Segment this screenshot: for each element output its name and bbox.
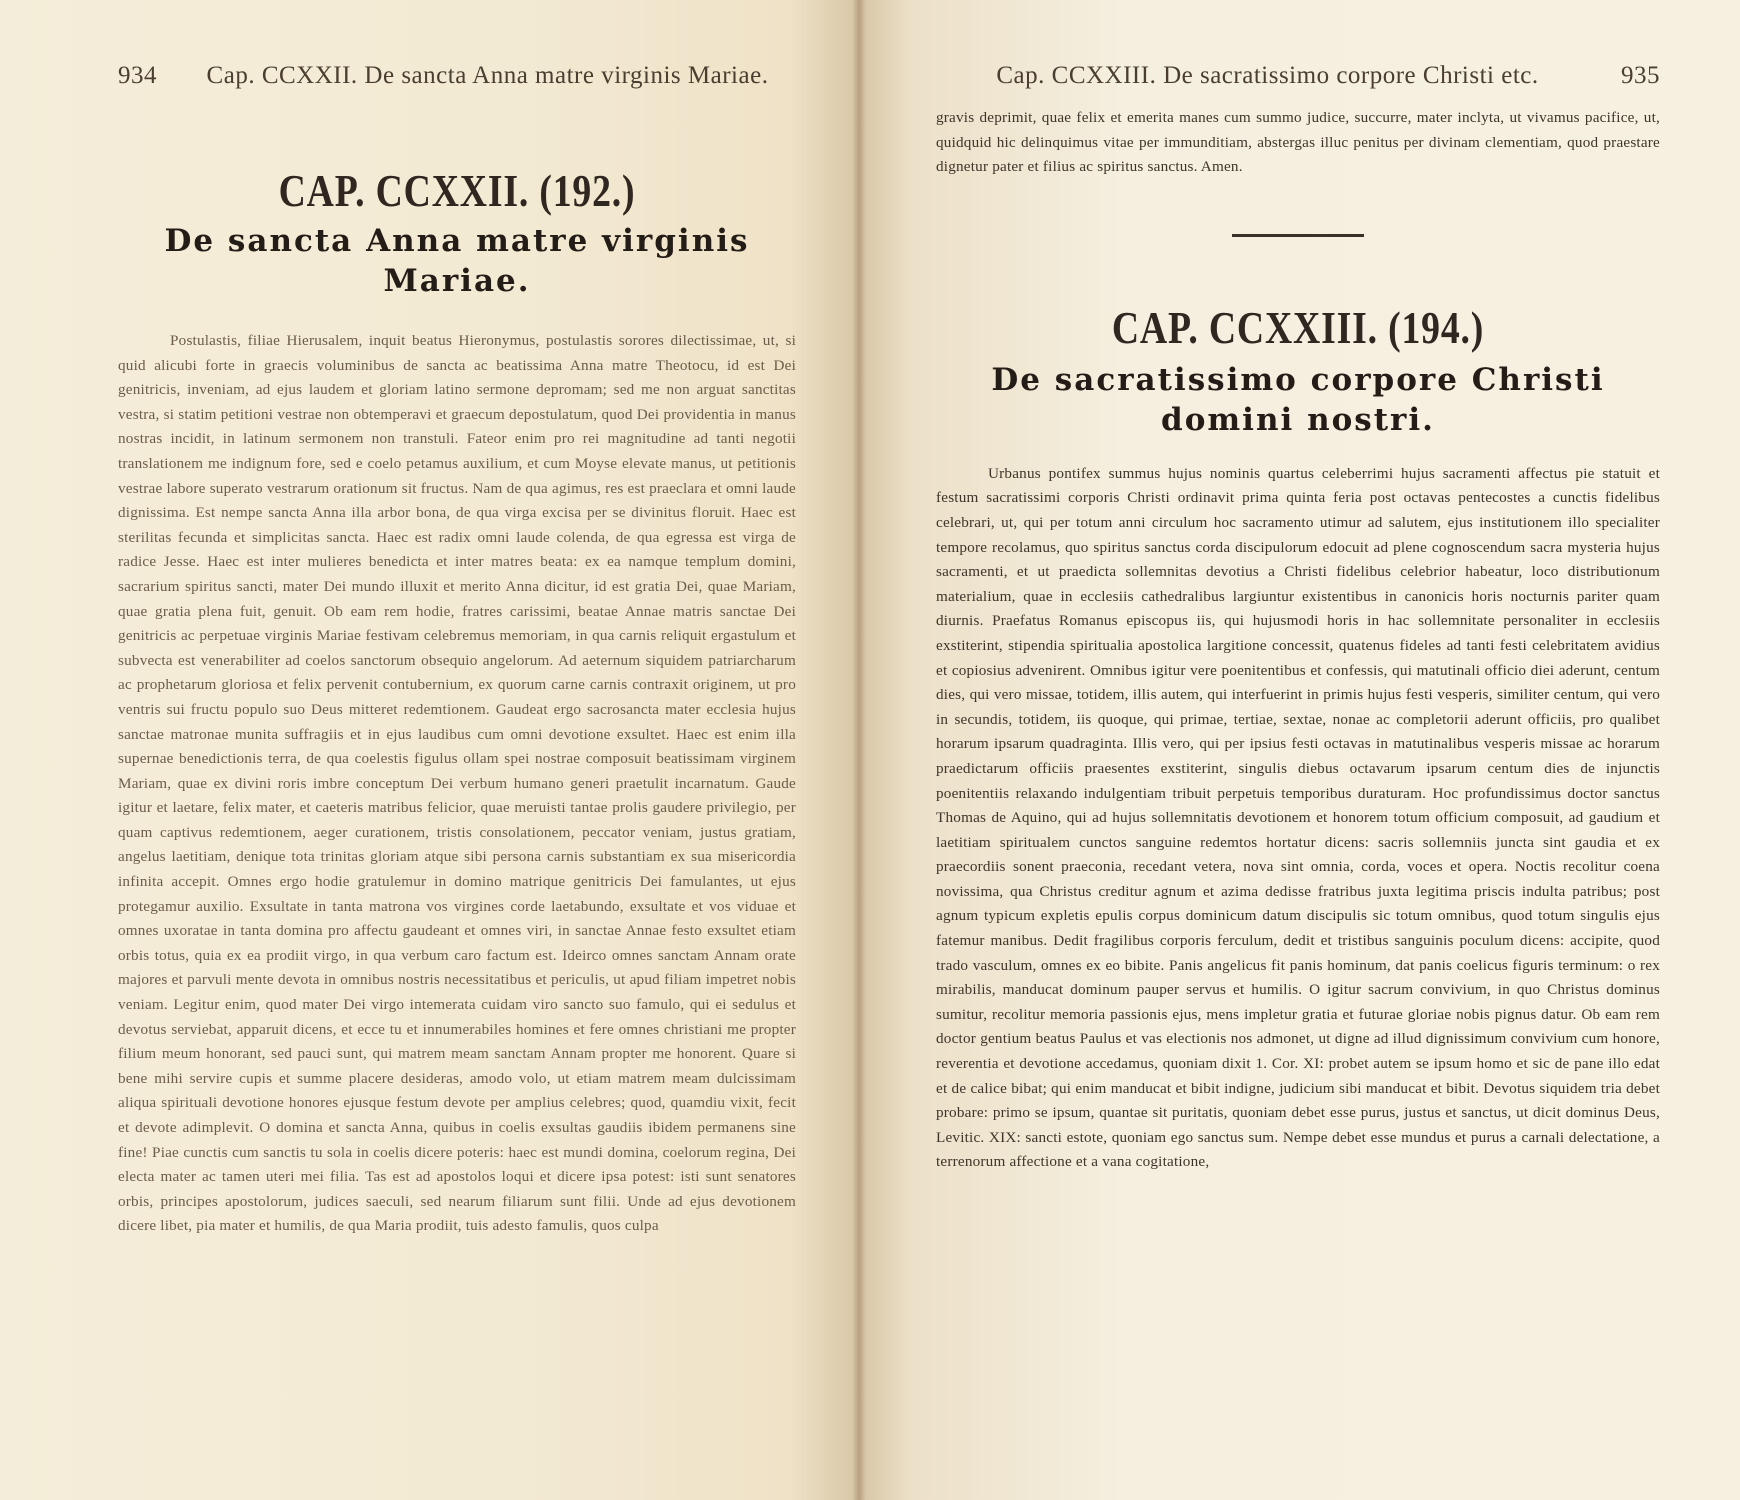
left-body-text: Postulastis, filiae Hierusalem, inquit beatus Hieronymus, postulastis sorores dilectissimae, ut, si quid alicubi forte in graecis voluminibus de sancta ac beatissima Anna matre Theotocu, id est Dei genitricis, inveniam, ad ejus laudem et gloriam latino sermone depromam; sed me non arguat sanctitas vestra, si statim petitioni vestrae non obtemperavi et graecum depostulatum, quod Dei providentia in manus nostras incidit, in latinum sermonem non transtuli. Fateor enim pro rei magnitudine ad tanti negotii translationem me indignum fore, sed e coelo petamus auxilium, et cum Moyse elevate manus, ut petitionis vestrae labore superato vestrarum orationum sit fructus. Nam de qua agimus, res est praeclara et omni laude dignissima. Est nempe sancta Anna illa arbor bona, de qua virga excisa per se divinitus floruit. Haec est sterilitas fecunda et simplicitas sancta. Haec est radix omni laude colenda, de qua egressa est virga de radice Jesse. Haec est inter mulieres benedicta et inter matres beata: ex ea namque templum domini, sacrarium spiritus sancti, mater Dei mundo illuxit et merito Anna dicitur, id est gratia Dei, quae Mariam, quae gratia plena fuit, genuit. Ob eam rem hodie, fratres carissimi, beatae Annae matris sanctae Dei genitricis ac perpetuae virginis Mariae festivam celebremus memoriam, in qua carnis reliquit ergastulum et subvecta est venerabiliter ad coelos sanctorum obsequio angelorum. Ad aeternum siquidem patriarcharum ac prophetarum gloriosa et felix pervenit contubernium, ex quorum carne carnis contraxit originem, ut pro ventris sui fructu populo suo Deus mitteret redemtionem. Gaudeat ergo sacrosancta mater ecclesia hujus sanctae matronae munita suffragiis et in ejus laudibus cum omni devotione exsultet. Haec est enim illa supernae benedictionis terra, de qua coelestis figulus ollam spei nostrae composuit beatissimam virginem Mariam, quae ex divini roris imbre conceptum Dei verbum humano generi praetulit incarnatum. Gaude igitur et laetare, felix mater, et caeteris matribus felicior, quae meruisti tantae prolis gaudere privilegio, per quam captivus redemtionem, aeger curationem, tristis consolationem, peccator veniam, justus gratiam, angelus laetitiam, denique tota trinitas gloriam atque sibi persona carnis substantiam ex sua misericordia infinita accepit. Omnes ergo hodie gratulemur in domino matrique genitricis Dei famulantes, ut ejus protegamur auxilio. Exsultate in tanta matrona vos virgines corde laetabundo, exsultate et vos viduae et omnes uxoratae in tanta domina pro affectu gaudeant et omnes viri, in sanctae Annae festo exsultet etiam orbis totus, quia ex ea prodiit virgo, in qua verbum caro factum est. Ideirco omnes sanctam Annam orate majores et parvuli mente devota in omnibus nostris necessitatibus et periculis, ut apud filiam impetret nobis veniam. Legitur enim, quod mater Dei virgo intemerata cuidam viro sancto suo famulo, qui ei sedulus et devotus serviebat, apparuit dicens, et ecce tu et innumerabiles homines et fere omnes christiani me propter filium meum honorant, sed pauci sunt, qui matrem meam sanctam Annam propter me honorent. Quare si bene mihi servire cupis et summe placere desideras, amodo volo, ut etiam matrem meam dulcissimam aliqua spirituali devotione honores ejusque festum devote per amplius celebres; quod, quamdiu vixit, fecit et devote adimplevit. O domina et sancta Anna, quibus in coelis exsultas gaudiis ibidem permanens sine fine! Piae cunctis cum sanctis tu sola in coelis dicere poteris: haec est mundi domina, coelorum regina, Dei electa mater ac tamen uteri mei filia. Tas est ad apostolos loqui et dicere ipsa potest: isti sunt senatores orbis, principes apostolorum, judices saeculi, sed nearum filiarum sunt filii. Unde ad ejus devotionem dicere libet, pia mater et humilis, de qua Maria prodiit, tuis adesto famulis, quos culpa <box>118 332 796 1235</box>
right-chapter-number: CAP. CCXXIII. (194.) <box>1111 301 1485 353</box>
left-running-head <box>118 62 796 98</box>
right-chapter-title-line2: domini nostri. <box>1161 401 1435 438</box>
right-chapter-title-line1: De sacratissimo corpore Christi <box>991 361 1605 398</box>
left-page-number: 934 <box>118 62 157 89</box>
left-page <box>0 0 858 1500</box>
right-body-text: Urbanus pontifex summus hujus nominis quartus celeberrimi hujus sacramenti affectus pie statuit et festum sacratissimi corporis Christi ordinavit prima quinta feria post octavas pentecostes a cunctis fidelibus celebrari, ut, qui per totum anni circulum hoc sacramento utimur ad salutem, ejus institutionem illo specialiter tempore recolamus, quo spiritus sanctus corda discipulorum edocuit ad plene cognoscendum sacra mysteria hujus sacramenti, et ut praedicta sollemnitas devotius a Christi fidelibus celebrior habeatur, loco distributionum materialium, quae in ecclesiis cathedralibus largiuntur existentibus in canonicis horis nocturnis pariter quam diurnis. Praefatus Romanus episcopus iis, qui hujusmodi horis in hac sollemnitate personaliter in ecclesiis exstiterint, stipendia spiritualia apostolica largitione concessit, quatenus fideles ad tanti festi celebritatem avidius et copiosius advenirent. Omnibus igitur vere poenitentibus et confessis, qui matutinali officio diei aderunt, centum dies, qui vero missae, totidem, illis autem, qui interfuerint in primis hujus festi vesperis, similiter centum, qui vero in secundis, totidem, iis quoque, qui primae, tertiae, sextae, nonae ac completorii aderunt officiis, pro qualibet horarum ipsarum quadraginta. Illis vero, qui per ipsius festi octavas in matutinalibus vesperis missae ac horarum praedictarum officiis praesentes exstiterint, singulis diebus octavarum ipsarum centum dies de injunctis poenitentiis relaxando indulgentiam tribuit perpetuis temporibus duraturam. Hoc profundissimus doctor sanctus Thomas de Aquino, qui ad hujus sollemnitatis devotionem et honorem totum officium composuit, ad gaudium et laetitiam spiritualem cunctos sanguine redemtos hortatur dicens: sacris sollemniis juncta sint gaudia et ex praecordiis sonent praeconia, recedant vetera, nova sint omnia, corda, voces et opera. Noctis recolitur coena novissima, qua Christus creditur agnum et azima dedisse fratribus juxta legitima priscis indulta patribus; post agnum typicum expletis epulis corpus dominicum datum discipulis sic totum omnibus, quod totum singulis ejus fatemur manibus. Dedit fragilibus corporis ferculum, dedit et tristibus sanguinis poculum dicens: accipite, quod trado vasculum, omnes ex eo bibite. Panis angelicus fit panis hominum, dat panis coelicus figuris terminum: o rex mirabilis, manducat dominum pauper servus et humilis. O igitur sacrum convivium, in quo Christus dominus sumitur, recolitur memoria passionis ejus, mens impletur gratia et futurae gloriae nobis pignus datur. Ob eam rem doctor gentium beatus Paulus et vas electionis nos admonet, ut digne ad illud dignissimum convivium cum honore, reverentia et devotione accedamus, quoniam dixit 1. Cor. XI: probet autem se ipsum homo et sic de pane illo edat et de calice bibat; qui enim manducat et bibit indigne, judicium sibi manducat et bibit. Devotus siquidem tria debet probare: primo se ipsum, quantae sit puritatis, quoniam debet esse purus, justus et sanctus, ut dicit dominus Deus, Levitic. XIX: sancti estote, quoniam ego sanctus sum. Nempe debet esse mundus et purus a carnali delectatione, a terrenorum affectione et a vana cogitatione, <box>936 464 1660 1171</box>
right-page-number: 935 <box>1621 62 1660 89</box>
right-continuation-text: gravis deprimit, quae felix et emerita manes cum summo judice, succurre, mater inclyta, ut vivamus pacifice, ut, quidquid hic delinquimus vitae per immunditiam, abstergas illuc penitus per divinam clementiam, quod praestare dignetur pater et filius ac spiritus sanctus. Amen. <box>936 109 1660 176</box>
left-chapter-title: De sancta Anna matre virginis Mariae. <box>164 223 750 299</box>
left-chapter-number: CAP. CCXXII. (192.) <box>278 165 636 216</box>
right-page <box>858 0 1740 1500</box>
right-running-title: Cap. CCXXIII. De sacratissimo corpore Christi etc. <box>996 62 1539 89</box>
left-running-title: Cap. CCXXII. De sancta Anna matre virginis Mariae. <box>206 62 769 89</box>
right-running-head <box>936 62 1660 98</box>
